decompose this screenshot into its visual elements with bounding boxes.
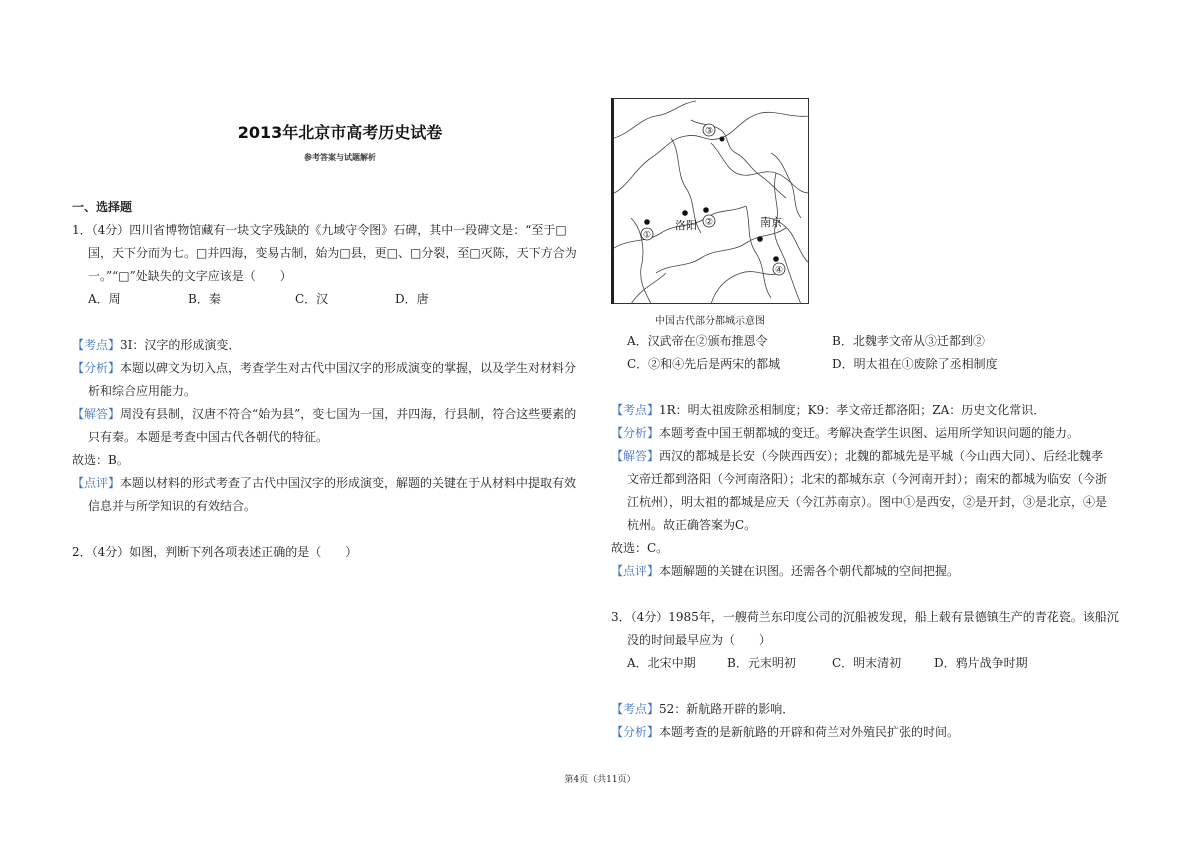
q3-kaodian-text: 52：新航路开辟的影响．: [659, 702, 795, 716]
q2-dianping-text: 本题解题的关键在识图。还需各个朝代都城的空间把握。: [659, 564, 960, 578]
q1-fenxi-text-2: 析和综合应用能力。: [88, 384, 197, 398]
q3-line-2: 没的时间最早应为（ ）: [627, 633, 772, 647]
q1-jieda-text-2: 只有秦。本题是考查中国古代各朝代的特征。: [88, 430, 329, 444]
map-dot-2: [703, 207, 709, 213]
map-dot-3: [720, 137, 725, 142]
q1-fenxi: [72, 357, 592, 380]
q2-jieda-tag: 【解答】: [611, 449, 660, 463]
jieda-tag: 【解答】: [72, 407, 121, 421]
capitals-map: [611, 98, 809, 304]
map-dot-1: [644, 219, 650, 225]
q3-fenxi-tag: 【分析】: [611, 725, 660, 739]
q2-option-c: C．②和④先后是两宋的都城: [627, 357, 781, 371]
q2-options-row-1: [611, 330, 1131, 353]
q1-line-1: 1．（4分）四川省博物馆藏有一块文字残缺的《九域守令图》石碑，其中一段碑文是：“至于□: [72, 223, 567, 237]
map-marker-2: ②: [704, 217, 714, 228]
q1-option-a: A．周: [88, 292, 121, 306]
q2-option-a: A．汉武帝在②颁布推恩令: [627, 334, 768, 348]
q2-analysis: [611, 399, 1131, 583]
q2-dianping-tag: 【点评】: [611, 564, 660, 578]
q1-option-b: B．秦: [188, 292, 221, 306]
q1-dianping: [72, 472, 592, 495]
q2-option-d: D．明太祖在①废除了丞相制度: [832, 357, 998, 371]
left-column: [72, 196, 592, 564]
q2-fenxi-text: 本题考查中国王朝都城的变迁。考解决查学生识图、运用所学知识问题的能力。: [659, 426, 1080, 440]
q3-line-1: 3．（4分）1985年，一艘荷兰东印度公司的沉船被发现，船上载有景德镇生产的青花瓷。该船沉: [611, 610, 1119, 624]
q1-answer: 故选：B。: [72, 453, 129, 467]
q1-kaodian-text: 3I：汉字的形成演变．: [120, 338, 241, 352]
right-column: [611, 330, 1131, 744]
q2-jieda: [611, 445, 1131, 468]
q1-kaodian: [72, 334, 592, 357]
map-caption: 中国古代部分都城示意图: [655, 316, 765, 327]
map-dot-4: [773, 256, 779, 262]
q3-option-c: C．明末清初: [832, 656, 902, 670]
q3-option-a: A．北宋中期: [627, 656, 696, 670]
q3-kaodian-tag: 【考点】: [611, 702, 660, 716]
q2-kaodian-tag: 【考点】: [611, 403, 660, 417]
q2-stem: 2．（4分）如图，判断下列各项表述正确的是（ ）: [72, 545, 358, 559]
q1-jieda-text-1: 周没有县制，汉唐不符合“始为县”，变七国为一国，并四海，行县制，符合这些要素的: [120, 407, 577, 421]
q2-jieda-text-4: 杭州。故正确答案为C。: [627, 518, 757, 532]
q3-analysis: [611, 698, 1131, 744]
q2-kaodian: [611, 399, 1131, 422]
page-title: 2013年北京市高考历史试卷: [237, 123, 443, 142]
page-subtitle: 参考答案与试题解析: [304, 152, 376, 162]
q2-option-b: B．北魏孝文帝从③迁都到②: [832, 334, 985, 348]
map-marker-1: ①: [642, 230, 652, 241]
fenxi-tag: 【分析】: [72, 361, 121, 375]
q2-fenxi-tag: 【分析】: [611, 426, 660, 440]
q1-fenxi-text-1: 本题以碑文为切入点，考查学生对古代中国汉字的形成演变的掌握，以及学生对材料分: [120, 361, 577, 375]
q2-options-row-2: [611, 353, 1131, 376]
q3-fenxi: [611, 721, 1131, 744]
question-1: [72, 219, 592, 311]
q1-analysis: [72, 334, 592, 518]
q1-dianping-text-1: 本题以材料的形式考查了古代中国汉字的形成演变，解题的关键在于从材料中提取有效: [120, 476, 577, 490]
q2-jieda-text-3: 江杭州），明太祖的都城是应天（今江苏南京）。图中①是西安，②是开封，③是北京，④是: [627, 495, 1108, 509]
q1-dianping-text-2: 信息并与所学知识的有效结合。: [88, 499, 257, 513]
q1-options: [72, 288, 592, 311]
map-graphic: [611, 98, 809, 304]
q1-line-3: 一。”“□”处缺失的文字应该是（ ）: [88, 269, 292, 283]
q2-fenxi: [611, 422, 1131, 445]
page-footer: 第4页（共11页）: [564, 775, 636, 785]
q3-option-b: B．元末明初: [727, 656, 796, 670]
q3-option-d: D．鸦片战争时期: [934, 656, 1028, 670]
q2-jieda-text-2: 文帝迁都到洛阳（今河南洛阳）；北宋的都城东京（今河南开封）；南宋的都城为临安（今浙: [627, 472, 1108, 486]
section-heading: 一、选择题: [72, 200, 133, 214]
map-dot-luoyang: [682, 210, 688, 216]
dianping-tag: 【点评】: [72, 476, 121, 490]
question-3: [611, 606, 1131, 675]
q2-jieda-text-1: 西汉的都城是长安（今陕西西安）；北魏的都城先是平城（今山西大同）、后经北魏孝: [659, 449, 1104, 463]
map-label-nanjing: 南京: [760, 216, 782, 229]
q2-dianping: [611, 560, 1131, 583]
q2-kaodian-text: 1R：明太祖废除丞相制度；K9：孝文帝迁都洛阳；ZA：历史文化常识．: [659, 403, 1046, 417]
map-dot-nanjing: [757, 236, 763, 242]
q3-fenxi-text: 本题考查的是新航路的开辟和荷兰对外殖民扩张的时间。: [659, 725, 960, 739]
map-marker-3: ③: [704, 126, 714, 137]
q3-options: [611, 652, 1131, 675]
q1-jieda: [72, 403, 592, 426]
q1-line-2: 国，天下分而为七。□并四海，变易古制，始为□县，更□、□分裂，至□灭陈，天下方合为: [88, 246, 577, 260]
q2-answer: 故选：C。: [611, 541, 669, 555]
map-marker-4: ④: [774, 265, 784, 276]
q3-kaodian: [611, 698, 1131, 721]
q1-option-c: C．汉: [295, 292, 329, 306]
q1-option-d: D．唐: [395, 292, 429, 306]
kaodian-tag: 【考点】: [72, 338, 121, 352]
map-label-luoyang: 洛阳: [675, 219, 697, 232]
